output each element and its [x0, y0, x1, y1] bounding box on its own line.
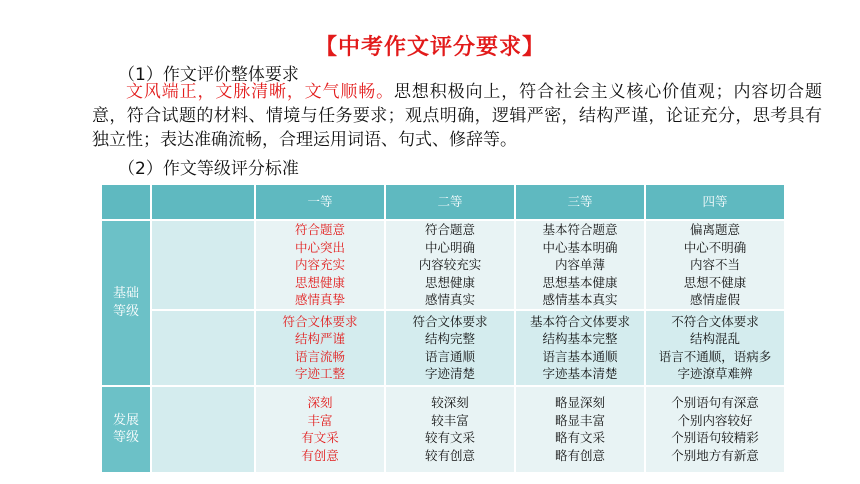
requirements-text: 思想积极向上，符合社会主义核心价值观；内容切合题意，符合试题的材料、情境与任务要求；观点明确，逻辑严密，结构严谨，论证充分，思考具有独立性；表达准确流畅，合理运用词语、句式、修辞等。	[92, 82, 823, 150]
table-row	[101, 310, 785, 386]
cell-line: 中心突出	[294, 239, 345, 255]
cell-line: 结构完整	[424, 331, 475, 346]
sub-label-cell	[151, 386, 255, 473]
cell-line: 较深刻	[431, 395, 469, 410]
cell-line: 感情真实	[424, 292, 475, 307]
cell-line: 个别语句较精彩	[671, 430, 759, 445]
section-heading-overall: （1）作文评价整体要求	[118, 65, 299, 85]
highlight-phrase: 文风端正，文脉清晰，文气顺畅。	[126, 82, 395, 102]
cell-line: 字迹潦草难辨	[677, 366, 753, 381]
cell-line: 符合文体要求	[412, 313, 488, 329]
page-title: 【中考作文评分要求】	[314, 35, 545, 60]
table-row	[101, 386, 785, 473]
section-heading-grading: （2）作文等级评分标准	[118, 159, 299, 179]
table-row	[101, 220, 785, 310]
cell-line: 内容充实	[294, 257, 345, 272]
table-cell	[385, 220, 515, 310]
cell-line: 内容单薄	[554, 257, 605, 272]
cell-line: 语言不通顺，语病多	[658, 348, 772, 364]
cell-line: 个别内容较好	[677, 412, 753, 428]
cell-line: 略有文采	[554, 430, 605, 445]
header-grade-2: 二等	[385, 184, 515, 220]
cell-line: 语言基本通顺	[542, 348, 618, 364]
cell-line: 略显丰富	[554, 412, 605, 428]
sub-label-cell	[151, 220, 255, 310]
cell-line: 深刻	[307, 395, 333, 410]
cell-line: 较丰富	[431, 412, 469, 428]
cell-line: 较有创意	[424, 447, 475, 463]
header-grade-4: 四等	[645, 184, 785, 220]
cell-line: 个别语句有深意	[671, 395, 759, 410]
cell-line: 字迹基本清楚	[542, 366, 618, 381]
table-header-row	[101, 184, 785, 220]
table-cell	[645, 310, 785, 386]
table-cell	[515, 310, 645, 386]
cell-line: 思想基本健康	[542, 274, 618, 290]
cell-line: 偏离题意	[689, 222, 740, 237]
cell-line: 结构混乱	[689, 331, 740, 346]
cell-line: 感情真挚	[294, 292, 345, 307]
table-cell	[255, 220, 385, 310]
cell-line: 思想不健康	[683, 274, 747, 290]
cell-line: 结构基本完整	[542, 331, 618, 346]
cell-line: 较有文采	[424, 430, 475, 445]
table-cell	[515, 386, 645, 473]
cell-line: 符合题意	[294, 222, 345, 237]
overall-requirements-paragraph	[92, 80, 822, 152]
cell-line: 中心明确	[424, 239, 475, 255]
table-cell	[255, 310, 385, 386]
group-label-basic: 基础 等级	[101, 220, 151, 386]
cell-line: 语言通顺	[424, 348, 475, 364]
cell-line: 思想健康	[294, 274, 345, 290]
cell-line: 符合题意	[424, 222, 475, 237]
cell-line: 基本符合题意	[542, 222, 618, 237]
cell-line: 有创意	[301, 447, 339, 463]
cell-line: 字迹工整	[294, 366, 345, 381]
cell-line: 中心不明确	[683, 239, 747, 255]
cell-line: 不符合文体要求	[671, 313, 759, 329]
cell-line: 语言流畅	[294, 348, 345, 364]
header-grade-1: 一等	[255, 184, 385, 220]
cell-line: 符合文体要求	[282, 313, 358, 329]
table-cell	[385, 310, 515, 386]
cell-line: 基本符合文体要求	[529, 313, 630, 329]
cell-line: 略有创意	[554, 447, 605, 463]
cell-line: 有文采	[301, 430, 339, 445]
header-grade-3: 三等	[515, 184, 645, 220]
cell-line: 内容不当	[689, 257, 740, 272]
table-cell	[385, 386, 515, 473]
cell-line: 思想健康	[424, 274, 475, 290]
cell-line: 略显深刻	[554, 395, 605, 410]
table-cell	[645, 220, 785, 310]
cell-line: 中心基本明确	[542, 239, 618, 255]
cell-line: 结构严谨	[294, 331, 345, 346]
cell-line: 感情虚假	[689, 292, 740, 307]
header-blank	[101, 184, 151, 220]
header-blank-sub	[151, 184, 255, 220]
grading-table	[100, 183, 786, 474]
cell-line: 感情基本真实	[542, 292, 618, 307]
group-label-development: 发展 等级	[101, 386, 151, 473]
table-cell	[645, 386, 785, 473]
cell-line: 字迹清楚	[424, 366, 475, 381]
cell-line: 丰富	[307, 412, 333, 428]
table-cell	[255, 386, 385, 473]
cell-line: 个别地方有新意	[671, 447, 759, 463]
table-cell	[515, 220, 645, 310]
cell-line: 内容较充实	[418, 257, 482, 272]
sub-label-cell	[151, 310, 255, 386]
